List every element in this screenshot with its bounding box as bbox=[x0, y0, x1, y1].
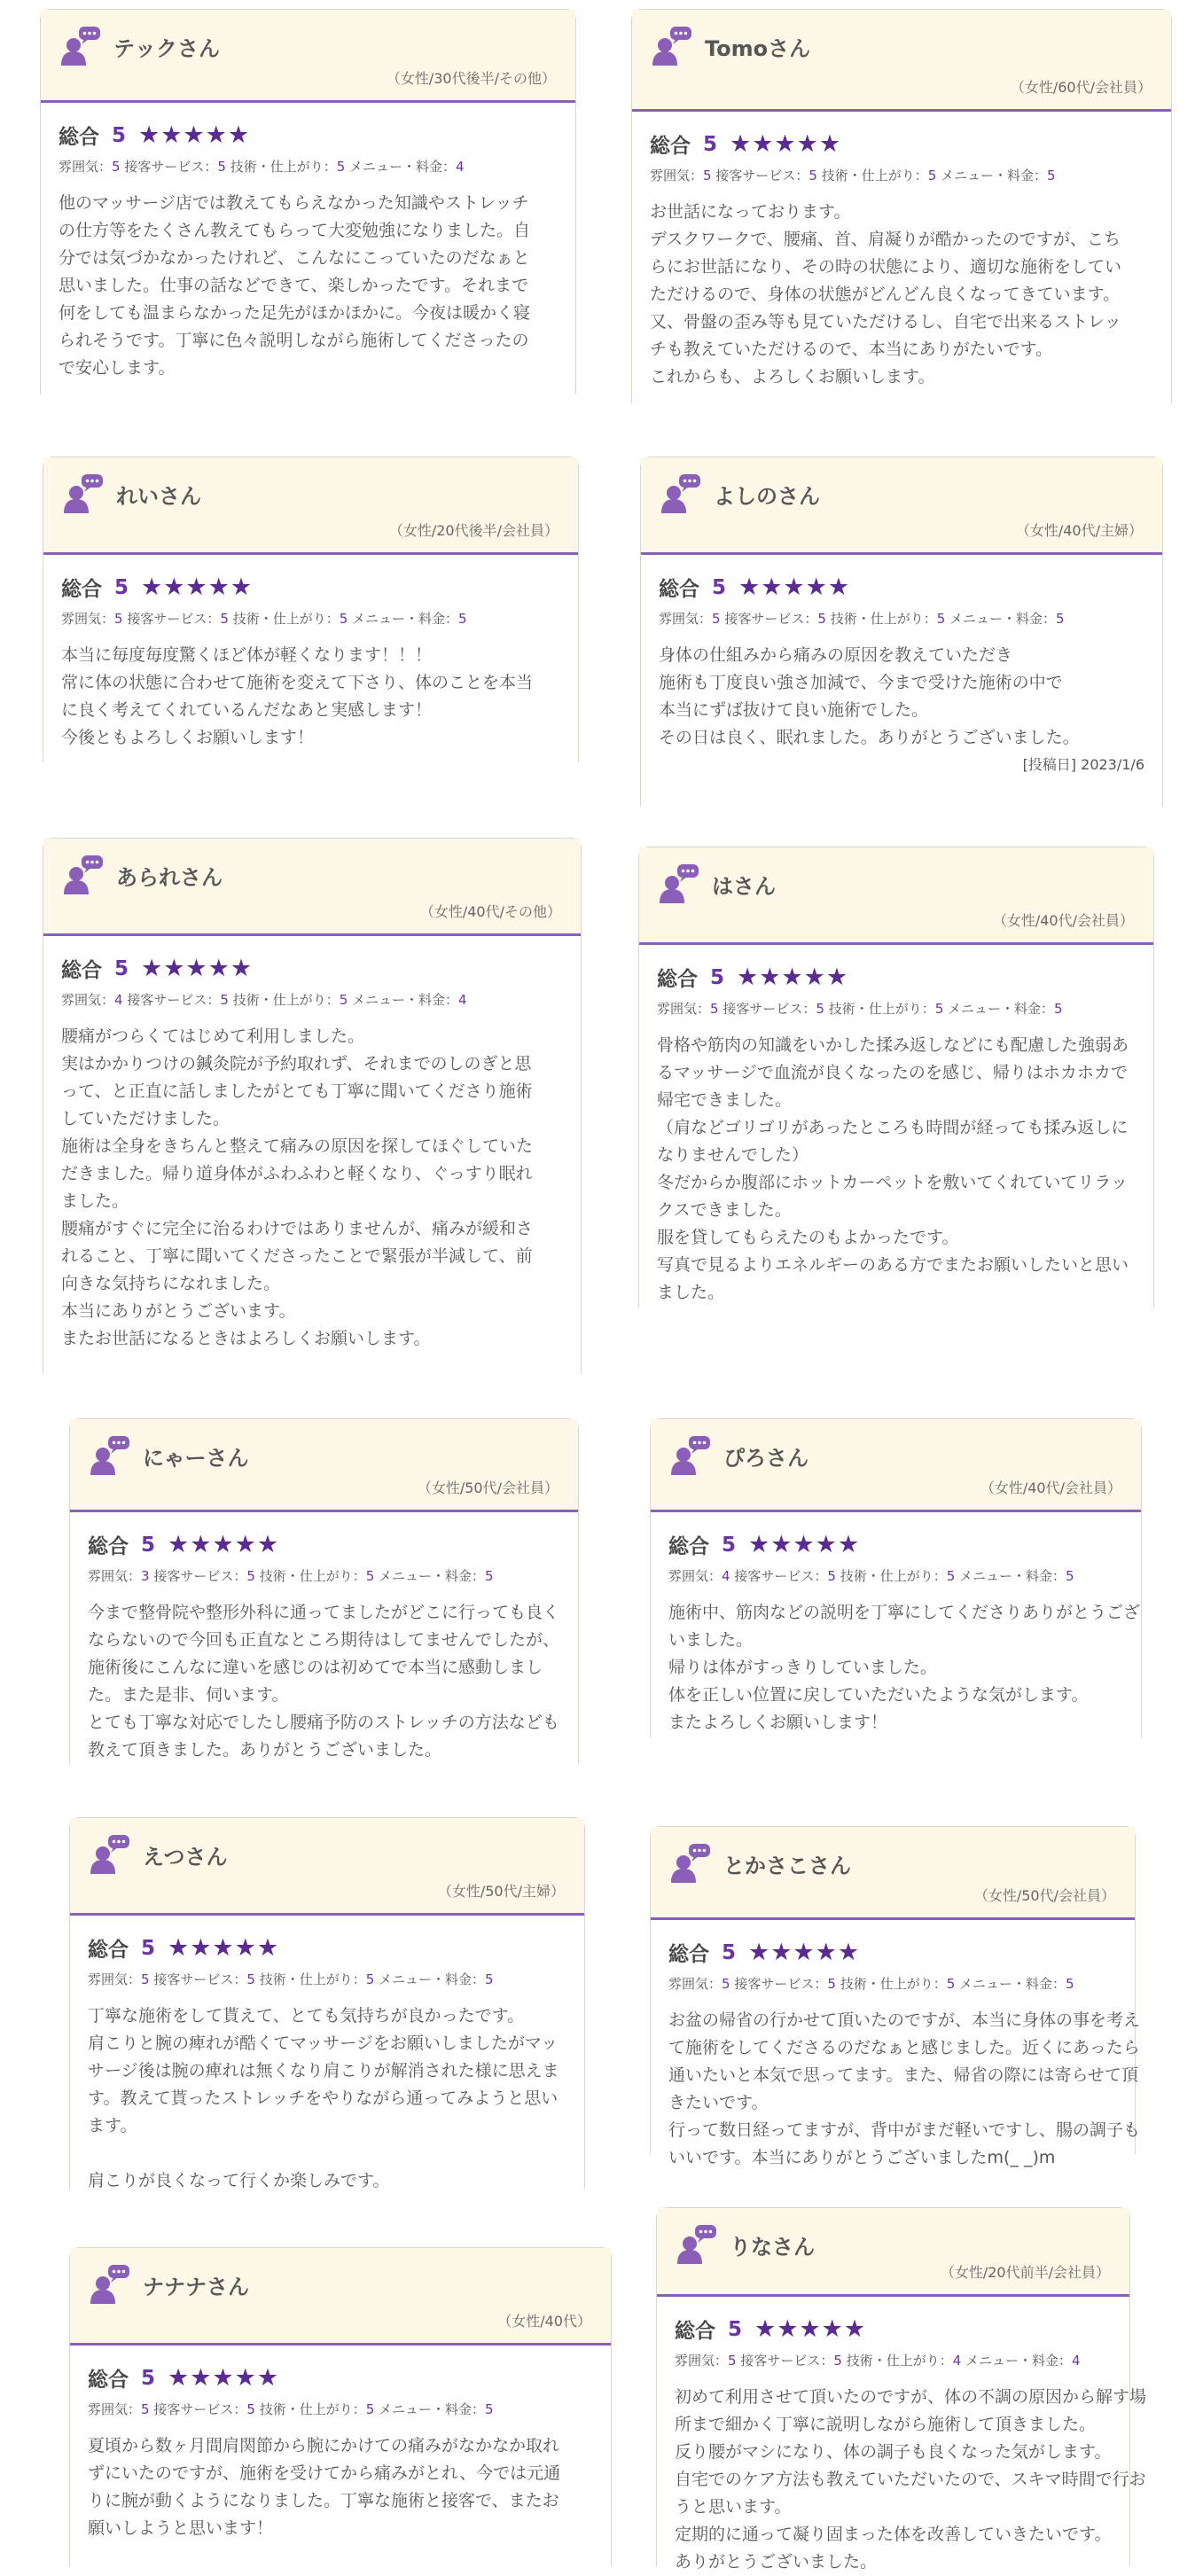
review-card bbox=[650, 1826, 1141, 2167]
skill-score: 5 bbox=[927, 168, 937, 183]
review-header bbox=[43, 457, 578, 555]
review-card bbox=[638, 847, 1154, 1308]
reviewer-attributes: （女性/40代/主婦） bbox=[1015, 522, 1143, 539]
service-label: 接客サービス： bbox=[153, 1568, 247, 1584]
review-card bbox=[69, 2247, 612, 2566]
skill-label: 技術・仕上がり： bbox=[846, 2353, 953, 2369]
skill-label: 技術・仕上がり： bbox=[259, 1568, 366, 1584]
total-label: 総合 bbox=[657, 968, 698, 991]
review-header bbox=[70, 2248, 611, 2346]
review-comment: 腰痛がつらくてはじめて利用しました。 実はかかりつけの鍼灸院が予約取れず、それまでのしのぎと思 って、と正直に話しましたがとても丁寧に聞いてくださり施術 していただけました。 施術は全身をきちんと整えて痛みの原因を探してほぐしていた だきました。帰り道身体がふわふわと軽くなり、ぐっすり眠れ ました。 腰痛がすぐに完全に治るわけではありませんが、痛みが緩和さ れること、丁寧に聞いてくださったことで緊張が半減して、前 向きな気持ちになれました。 本当にありがとうございます。 またお世話になるときはよろしくお願いします。 bbox=[61, 1026, 534, 1348]
reviewer-attributes: （女性/20代前半/会社員） bbox=[940, 2264, 1110, 2281]
total-score: 5 bbox=[114, 575, 129, 599]
reviewer-name: はさん bbox=[712, 873, 776, 899]
atmosphere-score: 4 bbox=[722, 1568, 730, 1584]
atmosphere-label: 雰囲気： bbox=[657, 1001, 711, 1017]
sub-ratings bbox=[650, 166, 1153, 184]
menu-score: 5 bbox=[1056, 611, 1065, 627]
atmosphere-score: 5 bbox=[141, 2401, 150, 2417]
service-score: 5 bbox=[827, 1568, 836, 1584]
reviewer-attributes: （女性/30代後半/その他） bbox=[386, 70, 556, 87]
atmosphere-label: 雰囲気： bbox=[88, 2401, 142, 2417]
review-card bbox=[40, 9, 576, 394]
reviewer-name: ナナナさん bbox=[143, 2274, 249, 2299]
review-card bbox=[43, 457, 579, 762]
menu-score: 4 bbox=[456, 159, 465, 175]
review-header bbox=[639, 847, 1153, 945]
total-score: 5 bbox=[112, 123, 127, 147]
review-body bbox=[70, 1512, 578, 1764]
sub-ratings bbox=[61, 990, 563, 1009]
skill-score: 5 bbox=[365, 2401, 375, 2417]
service-label: 接客サービス： bbox=[715, 168, 809, 183]
atmosphere-score: 5 bbox=[141, 1971, 150, 1987]
atmosphere-score: 5 bbox=[712, 611, 721, 627]
review-body bbox=[43, 936, 581, 1353]
total-label: 総合 bbox=[675, 2320, 715, 2343]
atmosphere-label: 雰囲気： bbox=[668, 1568, 723, 1584]
total-label: 総合 bbox=[668, 1535, 709, 1558]
user-with-speech-bubble-icon bbox=[668, 1435, 713, 1476]
skill-score: 4 bbox=[952, 2353, 962, 2369]
skill-label: 技術・仕上がり： bbox=[232, 992, 340, 1008]
service-score: 5 bbox=[246, 1971, 255, 1987]
atmosphere-score: 5 bbox=[722, 1976, 730, 1992]
star-rating: ★★★★★ bbox=[738, 574, 851, 601]
total-label: 総合 bbox=[61, 959, 102, 982]
service-score: 5 bbox=[220, 611, 229, 627]
sub-ratings bbox=[657, 999, 1136, 1018]
sub-ratings bbox=[675, 2351, 1112, 2369]
menu-label: メニュー・料金： bbox=[959, 1976, 1066, 1992]
review-body bbox=[70, 1916, 584, 2195]
skill-label: 技術・仕上がり： bbox=[840, 1976, 947, 1992]
atmosphere-score: 5 bbox=[114, 611, 123, 627]
total-score: 5 bbox=[141, 2366, 156, 2390]
total-label: 総合 bbox=[61, 578, 102, 601]
skill-label: 技術・仕上がり： bbox=[828, 1001, 935, 1017]
reviewer-name: よしのさん bbox=[714, 483, 820, 509]
service-score: 5 bbox=[220, 992, 229, 1008]
sub-ratings bbox=[668, 1566, 1123, 1585]
atmosphere-score: 3 bbox=[141, 1568, 150, 1584]
service-label: 接客サービス： bbox=[127, 992, 221, 1008]
menu-label: メニュー・料金： bbox=[379, 1971, 486, 1987]
star-rating: ★★★★★ bbox=[141, 955, 254, 982]
atmosphere-label: 雰囲気： bbox=[61, 611, 115, 627]
total-label: 総合 bbox=[59, 126, 99, 149]
menu-score: 5 bbox=[458, 611, 467, 627]
review-header bbox=[641, 457, 1162, 555]
skill-label: 技術・仕上がり： bbox=[259, 2401, 366, 2417]
review-comment: 身体の仕組みから痛みの原因を教えていただき 施術も丁度良い強さ加減で、今まで受けた施術の中で 本当にずば抜けて良い施術でした。 その日は良く、眠れました。ありがとうございました。 bbox=[659, 645, 1080, 747]
star-rating: ★★★★★ bbox=[754, 2315, 867, 2343]
menu-label: メニュー・料金： bbox=[959, 1568, 1066, 1584]
atmosphere-label: 雰囲気： bbox=[675, 2353, 729, 2369]
reviewer-name: Tomoさん bbox=[705, 35, 811, 61]
reviewer-attributes: （女性/60代/会社員） bbox=[1010, 79, 1152, 96]
skill-score: 5 bbox=[339, 992, 348, 1008]
atmosphere-label: 雰囲気： bbox=[88, 1568, 142, 1584]
skill-score: 5 bbox=[336, 159, 346, 175]
star-rating: ★★★★★ bbox=[168, 1531, 280, 1558]
atmosphere-score: 5 bbox=[710, 1001, 719, 1017]
reviewer-attributes: （女性/50代/会社員） bbox=[973, 1887, 1115, 1904]
review-body bbox=[657, 2297, 1147, 2576]
menu-score: 4 bbox=[458, 992, 467, 1008]
total-score: 5 bbox=[722, 1533, 737, 1557]
review-card bbox=[631, 9, 1172, 403]
total-score: 5 bbox=[712, 575, 727, 599]
review-comment: 施術中、筋肉などの説明を丁寧にしてくださりありがとうござ いました。 帰りは体がすっきりしていました。 体を正しい位置に戻していただいたような気がします。 またよろしくお願いします！ bbox=[668, 1603, 1141, 1732]
review-header bbox=[632, 10, 1171, 112]
menu-label: メニュー・料金： bbox=[379, 2401, 486, 2417]
menu-score: 5 bbox=[1054, 1001, 1063, 1017]
atmosphere-label: 雰囲気： bbox=[668, 1976, 723, 1992]
review-comment: お盆の帰省の行かせて頂いたのですが、本当に身体の事を考え て施術をしてくださるのだなぁと感じました。近くにあったら 通いたいと本気で思ってます。また、帰省の際には寄らせて頂 きたいです。 行って数日経ってますが、背中がまだ軽いですし、腸の調子も いいです。本当にありがとうございましたm(_ _)m bbox=[668, 2010, 1141, 2167]
review-card bbox=[656, 2207, 1147, 2572]
total-score: 5 bbox=[141, 1936, 156, 1960]
review-comment: お世話になっております。 デスクワークで、腰痛、首、肩凝りが酷かったのですが、こち らにお世話になり、その時の状態により、適切な施術をしてい ただけるので、身体の状態がどんどん良くなってきています。 又、骨盤の歪み等も見ていただけるし、自宅で出来るストレッ チも教えていただけるので、本当にありがたいです。 これからも、よろしくお願いします。 bbox=[650, 202, 1122, 386]
service-label: 接客サービス： bbox=[127, 611, 221, 627]
menu-score: 5 bbox=[1066, 1976, 1074, 1992]
user-with-speech-bubble-icon bbox=[659, 473, 703, 514]
sub-ratings bbox=[61, 609, 560, 628]
review-header bbox=[41, 10, 575, 103]
menu-score: 5 bbox=[485, 1971, 494, 1987]
atmosphere-label: 雰囲気： bbox=[88, 1971, 142, 1987]
menu-score: 4 bbox=[1072, 2353, 1081, 2369]
total-label: 総合 bbox=[659, 578, 699, 601]
reviewer-name: りなさん bbox=[730, 2234, 815, 2260]
sub-ratings bbox=[59, 157, 558, 176]
star-rating: ★★★★★ bbox=[138, 121, 251, 149]
review-header bbox=[70, 1419, 578, 1512]
menu-label: メニュー・料金： bbox=[349, 159, 457, 175]
review-header bbox=[651, 1827, 1135, 1920]
skill-label: 技術・仕上がり： bbox=[232, 611, 340, 627]
total-score: 5 bbox=[114, 956, 129, 980]
atmosphere-score: 5 bbox=[728, 2353, 737, 2369]
review-comment: 他のマッサージ店では教えてもらえなかった知識やストレッチ の仕方等をたくさん教えてもらって大変勉強になりました。自 分では気づかなかったけれど、こんなにこっていたのだなぁと 思いました。仕事の話などできて、楽しかったです。それまで 何をしても温まらなかった足先がほかほかに。今夜は暖かく寝 られそうです。丁寧に色々説明しながら施術してくださったの で安心します。 bbox=[59, 193, 531, 378]
user-with-speech-bubble-icon bbox=[657, 863, 701, 904]
skill-score: 5 bbox=[946, 1568, 956, 1584]
service-label: 接客サービス： bbox=[124, 159, 218, 175]
user-with-speech-bubble-icon bbox=[88, 1834, 132, 1875]
service-label: 接客サービス： bbox=[740, 2353, 834, 2369]
star-rating: ★★★★★ bbox=[168, 2364, 280, 2392]
service-label: 接客サービス： bbox=[723, 1001, 816, 1017]
service-label: 接客サービス： bbox=[153, 1971, 247, 1987]
skill-score: 5 bbox=[946, 1976, 956, 1992]
skill-score: 5 bbox=[934, 1001, 944, 1017]
atmosphere-score: 5 bbox=[112, 159, 121, 175]
review-comment: 夏頃から数ヶ月間肩関節から腕にかけての痛みがなかなか取れ ずにいたのですが、施術を受けてから痛みがとれ、今では元通 りに腕が動くようになりました。丁寧な施術と接客で、またお 願いしようと思います！ bbox=[88, 2436, 561, 2538]
star-rating: ★★★★★ bbox=[141, 574, 254, 601]
review-body bbox=[651, 1512, 1141, 1737]
service-score: 5 bbox=[816, 1001, 824, 1017]
service-score: 5 bbox=[827, 1976, 836, 1992]
atmosphere-label: 雰囲気： bbox=[61, 992, 115, 1008]
user-with-speech-bubble-icon bbox=[88, 1435, 132, 1476]
total-score: 5 bbox=[710, 965, 725, 989]
review-body bbox=[632, 112, 1171, 391]
atmosphere-score: 4 bbox=[114, 992, 123, 1008]
star-rating: ★★★★★ bbox=[748, 1939, 861, 1966]
review-header bbox=[651, 1419, 1141, 1512]
reviewer-attributes: （女性/40代） bbox=[497, 2313, 591, 2330]
user-with-speech-bubble-icon bbox=[88, 2264, 132, 2305]
review-card bbox=[640, 457, 1163, 807]
service-score: 5 bbox=[246, 1568, 255, 1584]
star-rating: ★★★★★ bbox=[730, 130, 842, 158]
user-with-speech-bubble-icon bbox=[61, 473, 105, 514]
total-label: 総合 bbox=[88, 2369, 129, 2392]
menu-label: メニュー・料金： bbox=[352, 992, 459, 1008]
review-comment: 骨格や筋肉の知識をいかした揉み返しなどにも配慮した強弱あ るマッサージで血流が良くなったのを感じ、帰りはホカホカで 帰宅できました。 （肩などゴリゴリがあったところも時間が経っても揉み返しに なりませんでした） 冬だからか腹部にホットカーペットを敷いてくれていてリラッ クスできました。 服を貸してもらえたのもよかったです。 写真で見るよりエネルギーのある方でまたお願いしたいと思い ました。 bbox=[657, 1035, 1129, 1302]
atmosphere-score: 5 bbox=[703, 168, 712, 183]
review-card bbox=[43, 838, 582, 1374]
menu-label: メニュー・料金： bbox=[948, 1001, 1055, 1017]
reviewer-name: れいさん bbox=[116, 483, 201, 509]
skill-score: 5 bbox=[365, 1971, 375, 1987]
skill-score: 5 bbox=[365, 1568, 375, 1584]
total-label: 総合 bbox=[668, 1943, 709, 1966]
review-card bbox=[69, 1817, 585, 2190]
user-with-speech-bubble-icon bbox=[668, 1843, 713, 1884]
reviewer-attributes: （女性/40代/会社員） bbox=[992, 912, 1134, 929]
review-body bbox=[639, 945, 1153, 1307]
total-label: 総合 bbox=[650, 135, 691, 158]
atmosphere-label: 雰囲気： bbox=[659, 611, 713, 627]
total-score: 5 bbox=[141, 1533, 156, 1557]
menu-label: メニュー・料金： bbox=[379, 1568, 486, 1584]
service-score: 5 bbox=[809, 168, 817, 183]
sub-ratings bbox=[659, 609, 1144, 628]
reviewer-attributes: （女性/40代/会社員） bbox=[980, 1479, 1121, 1496]
reviewer-name: テックさん bbox=[113, 35, 220, 61]
atmosphere-label: 雰囲気： bbox=[650, 168, 704, 183]
menu-label: メニュー・料金： bbox=[949, 611, 1057, 627]
menu-label: メニュー・料金： bbox=[965, 2353, 1073, 2369]
review-body bbox=[41, 103, 575, 382]
sub-ratings bbox=[88, 2400, 593, 2418]
reviewer-name: にゃーさん bbox=[143, 1445, 249, 1471]
reviewer-attributes: （女性/20代後半/会社員） bbox=[388, 522, 559, 539]
user-with-speech-bubble-icon bbox=[61, 855, 105, 895]
review-comment: 今まで整骨院や整形外科に通ってましたがどこに行っても良く ならないので今回も正直なところ期待はしてませんでしたが、 施術後にこんなに違いを感じのは初めてで本当に感動しまし た。また是非、伺います。 とても丁寧な対応でしたし腰痛予防のストレッチの方法なども 教えて頂きました。ありがとうございました。 bbox=[88, 1603, 560, 1760]
reviewer-name: とかさこさん bbox=[723, 1853, 851, 1878]
review-card bbox=[650, 1418, 1142, 1737]
review-body bbox=[641, 555, 1162, 774]
sub-ratings bbox=[668, 1974, 1117, 1993]
review-header bbox=[43, 839, 581, 936]
menu-score: 5 bbox=[485, 1568, 494, 1584]
atmosphere-label: 雰囲気： bbox=[59, 159, 113, 175]
review-comment: 丁寧な施術をして貰えて、とても気持ちが良かったです。 肩こりと腕の痺れが酷くてマッサージをお願いしましたがマッ サージ後は腕の痺れは無くなり肩こりが解消された様に思えま す。教えて貰ったストレッチをやりながら通ってみようと思い ます。 肩こりが良くなって行くか楽しみです。 bbox=[88, 2006, 559, 2190]
skill-label: 技術・仕上がり： bbox=[840, 1568, 947, 1584]
reviewer-attributes: （女性/40代/その他） bbox=[419, 903, 561, 920]
review-body bbox=[651, 1920, 1141, 2172]
total-label: 総合 bbox=[88, 1939, 129, 1962]
skill-label: 技術・仕上がり： bbox=[259, 1971, 366, 1987]
menu-score: 5 bbox=[1047, 168, 1056, 183]
review-header bbox=[657, 2208, 1129, 2297]
sub-ratings bbox=[88, 1566, 560, 1585]
service-label: 接客サービス： bbox=[734, 1976, 828, 1992]
user-with-speech-bubble-icon bbox=[675, 2224, 719, 2265]
review-header bbox=[70, 1818, 584, 1916]
reviewer-attributes: （女性/50代/主婦） bbox=[437, 1883, 565, 1900]
menu-label: メニュー・料金： bbox=[941, 168, 1048, 183]
review-card bbox=[69, 1418, 579, 1764]
reviewer-name: ぴろさん bbox=[723, 1445, 809, 1471]
skill-label: 技術・仕上がり： bbox=[230, 159, 337, 175]
service-label: 接客サービス： bbox=[724, 611, 818, 627]
service-score: 5 bbox=[246, 2401, 255, 2417]
review-comment: 本当に毎度毎度驚くほど体が軽くなります！！！ 常に体の状態に合わせて施術を変えて下さり、体のことを本当 に良く考えてくれているんだなあと実感します！ 今後ともよろしくお願いします！ bbox=[61, 645, 534, 747]
skill-label: 技術・仕上がり： bbox=[830, 611, 937, 627]
reviewer-name: えつさん bbox=[143, 1844, 228, 1870]
skill-score: 5 bbox=[339, 611, 348, 627]
total-label: 総合 bbox=[88, 1535, 129, 1558]
service-score: 5 bbox=[817, 611, 826, 627]
star-rating: ★★★★★ bbox=[168, 1934, 280, 1962]
total-score: 5 bbox=[722, 1940, 737, 1964]
post-date: [投稿日] 2023/1/6 bbox=[1022, 756, 1144, 773]
star-rating: ★★★★★ bbox=[748, 1531, 861, 1558]
review-comment: 初めて利用させて頂いたのですが、体の不調の原因から解す場 所まで細かく丁寧に説明しながら施術して頂きました。 反り腰がマシになり、体の調子も良くなった気がします。 自宅でのケア方法も教えていただいたので、スキマ時間で行お うと思います。 定期的に通って凝り固まった体を改善していきたいです。 ありがとうございました。 bbox=[675, 2387, 1147, 2572]
reviewer-name: あられさん bbox=[116, 864, 223, 890]
service-label: 接客サービス： bbox=[153, 2401, 247, 2417]
skill-score: 5 bbox=[936, 611, 946, 627]
user-with-speech-bubble-icon bbox=[59, 26, 103, 66]
review-body bbox=[70, 2346, 611, 2542]
service-label: 接客サービス： bbox=[734, 1568, 828, 1584]
menu-score: 5 bbox=[485, 2401, 494, 2417]
menu-label: メニュー・料金： bbox=[352, 611, 459, 627]
service-score: 5 bbox=[833, 2353, 842, 2369]
service-score: 5 bbox=[217, 159, 226, 175]
star-rating: ★★★★★ bbox=[737, 964, 849, 991]
review-body bbox=[43, 555, 578, 752]
user-with-speech-bubble-icon bbox=[650, 26, 694, 66]
skill-label: 技術・仕上がり： bbox=[821, 168, 928, 183]
total-score: 5 bbox=[728, 2317, 743, 2341]
sub-ratings bbox=[88, 1970, 566, 1988]
menu-score: 5 bbox=[1066, 1568, 1074, 1584]
reviewer-attributes: （女性/50代/会社員） bbox=[417, 1479, 559, 1496]
total-score: 5 bbox=[703, 132, 718, 156]
